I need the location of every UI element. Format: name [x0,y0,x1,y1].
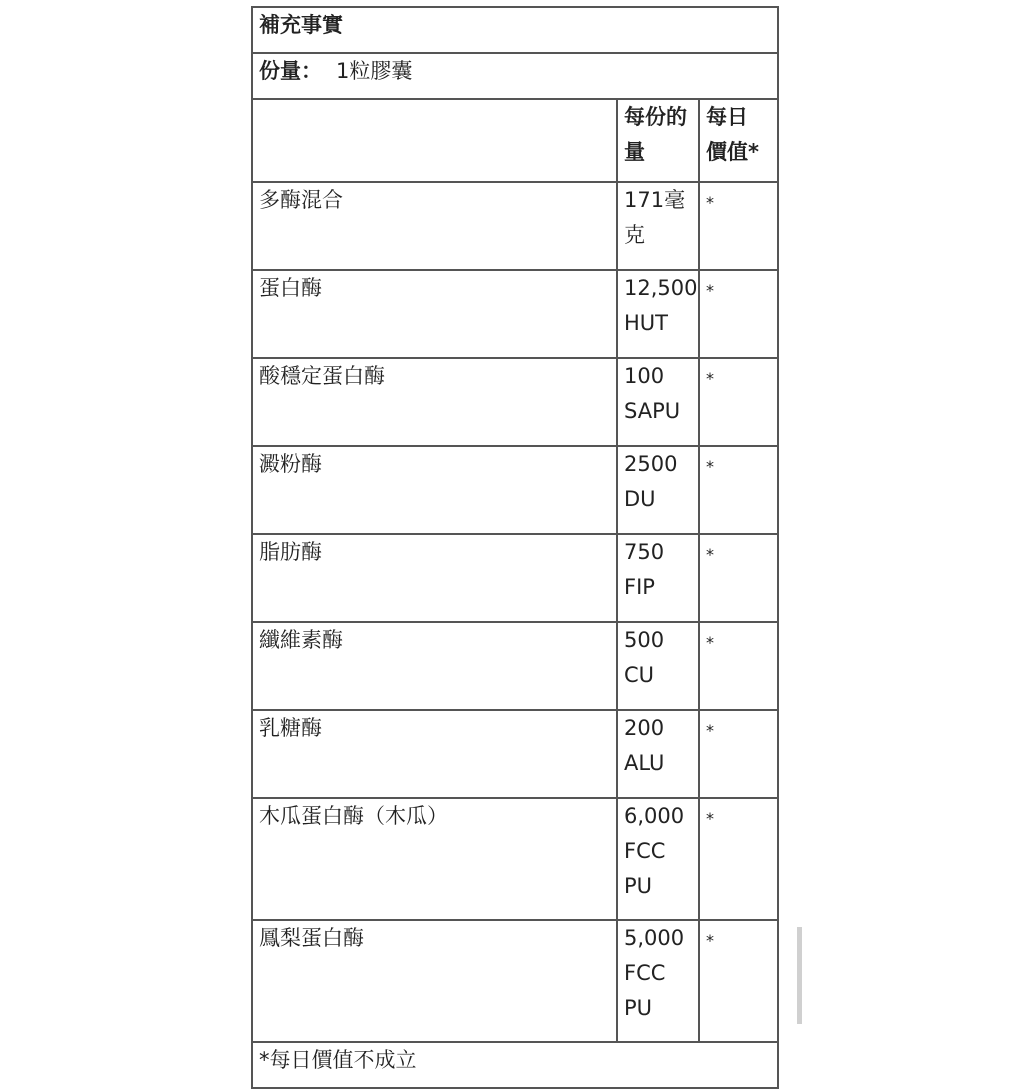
amount-header-line: 每份的 [624,105,687,129]
amount-line: FCC [624,839,666,863]
amount-line: 6,000 [624,804,685,828]
ingredient-name: 木瓜蛋白酶（木瓜） [252,798,617,920]
supplement-facts-table [251,6,779,1089]
amount-per-serving [617,446,699,534]
daily-value: * [699,358,778,446]
title-row [252,7,778,53]
amount-line: CU [624,663,655,687]
daily-value: * [699,798,778,920]
table-row [252,534,778,622]
serving-size [252,53,778,99]
ingredient-name: 纖維素酶 [252,622,617,710]
daily-value: * [699,534,778,622]
ingredient-name: 澱粉酶 [252,446,617,534]
amount-line: 2500 [624,452,678,476]
ingredient-rows [252,182,778,1042]
serving-value: 1粒膠囊 [336,59,413,83]
amount-per-serving [617,182,699,270]
amount-line: PU [624,996,653,1020]
amount-per-serving [617,534,699,622]
amount-line: FCC [624,961,666,985]
amount-per-serving [617,358,699,446]
amount-per-serving [617,920,699,1042]
ingredient-name: 酸穩定蛋白酶 [252,358,617,446]
table-row [252,920,778,1042]
daily-value: * [699,710,778,798]
ingredient-name: 鳳梨蛋白酶 [252,920,617,1042]
amount-header-line: 量 [624,140,645,164]
daily-value: * [699,446,778,534]
amount-line: 12,500 [624,276,698,300]
amount-per-serving [617,622,699,710]
amount-line: FIP [624,575,655,599]
ingredient-name: 脂肪酶 [252,534,617,622]
dv-header-line: 每日 [706,105,748,129]
amount-line: DU [624,487,656,511]
amount-line: 100 [624,364,665,388]
amount-per-serving [617,270,699,358]
table-row [252,710,778,798]
table-title: 補充事實 [252,7,778,53]
table-row [252,798,778,920]
column-header-row [252,99,778,182]
table-row [252,182,778,270]
amount-header [617,99,699,182]
table-row [252,622,778,710]
amount-line: ALU [624,751,665,775]
table-row [252,270,778,358]
dv-header-line: 價值* [706,140,759,164]
amount-line: SAPU [624,399,681,423]
daily-value: * [699,622,778,710]
header-blank-cell [252,99,617,182]
amount-line: 750 [624,540,665,564]
table-row [252,446,778,534]
ingredient-name: 蛋白酶 [252,270,617,358]
ingredient-name: 乳糖酶 [252,710,617,798]
amount-per-serving [617,710,699,798]
amount-line: HUT [624,311,668,335]
daily-value: * [699,182,778,270]
amount-per-serving [617,798,699,920]
amount-line: 克 [624,223,645,247]
ingredient-name: 多酶混合 [252,182,617,270]
footnote: *每日價值不成立 [252,1042,778,1088]
table-row [252,358,778,446]
daily-value: * [699,920,778,1042]
amount-line: 500 [624,628,665,652]
amount-line: 5,000 [624,926,685,950]
daily-value: * [699,270,778,358]
serving-row [252,53,778,99]
footnote-row [252,1042,778,1088]
dv-header [699,99,778,182]
amount-line: PU [624,874,653,898]
scrollbar-track [797,927,802,1024]
amount-line: 171毫 [624,188,686,212]
amount-line: 200 [624,716,665,740]
serving-label: 份量： [259,59,322,83]
